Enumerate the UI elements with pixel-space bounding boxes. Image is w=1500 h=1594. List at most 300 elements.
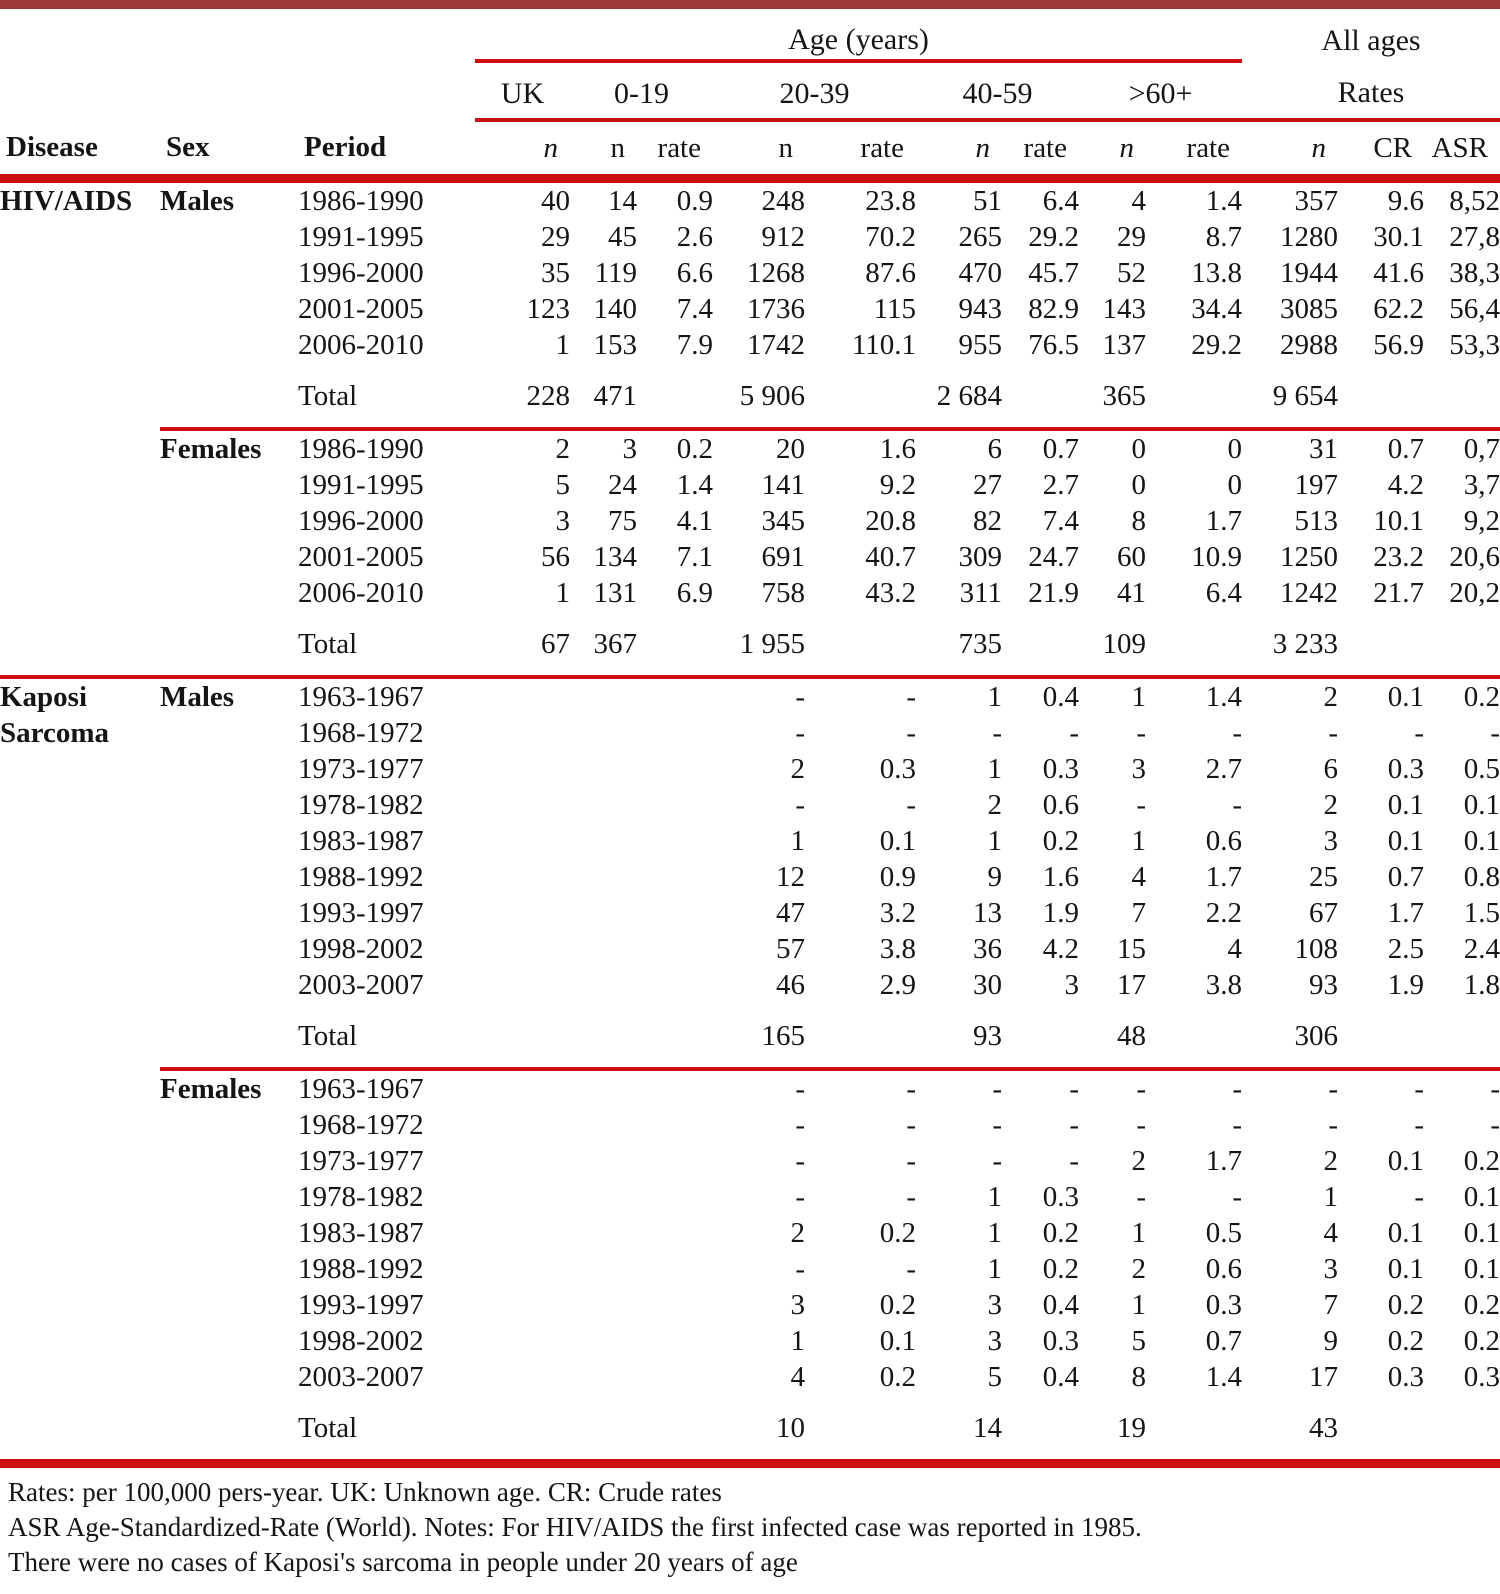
period-cell: 1988-1992 — [298, 1253, 424, 1285]
value-cell: 7 — [1323, 1289, 1338, 1321]
value-cell: 2 — [1323, 789, 1338, 821]
value-cell: 0.6 — [1042, 789, 1079, 821]
data-row — [0, 859, 1500, 895]
value-cell: - — [1069, 1109, 1079, 1141]
period-cell: 1993-1997 — [298, 897, 424, 929]
value-cell: 3 — [1064, 969, 1079, 1001]
value-cell: 2 — [1131, 1145, 1146, 1177]
column-label-rate-6: rate — [1002, 120, 1079, 179]
value-cell: 0.2 — [1387, 1325, 1424, 1357]
value-cell: 56.9 — [1373, 329, 1424, 361]
value-cell: 17 — [1117, 969, 1146, 1001]
total-value-cell: 228 — [526, 380, 570, 412]
sex-cell — [160, 967, 298, 1003]
value-cell: 43.2 — [865, 577, 916, 609]
value-cell: 0.4 — [1002, 677, 1079, 715]
value-cell — [637, 751, 713, 787]
value-cell — [475, 859, 570, 895]
value-cell: 6.6 — [676, 257, 713, 289]
value-cell: 110.1 — [851, 329, 916, 361]
value-cell: 0.2 — [1387, 1289, 1424, 1321]
sex-cell: Females — [160, 429, 298, 467]
value-cell: 24 — [608, 469, 637, 501]
value-cell: - — [1232, 1109, 1242, 1141]
value-cell: 13.8 — [1191, 257, 1242, 289]
value-cell: 70.2 — [865, 221, 916, 253]
total-value-cell: 471 — [593, 380, 637, 412]
value-cell — [637, 931, 713, 967]
value-cell — [570, 1287, 637, 1323]
disease-cell — [0, 1215, 160, 1251]
header-spacer — [0, 9, 475, 61]
value-cell: 758 — [761, 577, 805, 609]
disease-cell: HIV/AIDS — [0, 185, 133, 217]
value-cell: 0.3 — [1205, 1289, 1242, 1321]
value-cell — [637, 787, 713, 823]
value-cell: 357 — [1294, 185, 1338, 217]
band-label-2039: 20-39 — [713, 61, 916, 120]
value-cell: 1 — [1131, 1217, 1146, 1249]
period-cell: 1988-1992 — [298, 861, 424, 893]
period-cell: 2006-2010 — [298, 329, 424, 361]
value-cell — [475, 823, 570, 859]
value-cell: 36 — [973, 933, 1002, 965]
disease-cell — [0, 429, 160, 467]
value-cell: - — [1414, 1181, 1424, 1213]
value-cell: 248 — [761, 185, 805, 217]
value-cell: - — [1424, 1069, 1500, 1107]
value-cell: 87.6 — [865, 257, 916, 289]
value-cell: - — [1232, 789, 1242, 821]
value-cell — [637, 1323, 713, 1359]
band-label-60: >60+ — [1079, 61, 1242, 120]
value-cell: 1944 — [1280, 257, 1338, 289]
value-cell: 1.8 — [1463, 969, 1500, 1001]
value-cell: 0.2 — [1042, 1253, 1079, 1285]
value-cell: 143 — [1102, 293, 1146, 325]
sex-cell — [160, 575, 298, 611]
value-cell: 2.9 — [879, 969, 916, 1001]
value-cell: 0 — [1227, 469, 1242, 501]
total-value-cell: 365 — [1102, 380, 1146, 412]
value-cell: - — [1069, 1145, 1079, 1177]
value-cell: 1 — [987, 1217, 1002, 1249]
disease-cell — [0, 751, 160, 787]
period-cell: 1991-1995 — [298, 221, 424, 253]
value-cell: - — [992, 717, 1002, 749]
value-cell: 2 — [987, 789, 1002, 821]
value-cell: 3.2 — [879, 897, 916, 929]
value-cell: 197 — [1294, 469, 1338, 501]
sex-cell — [160, 1215, 298, 1251]
value-cell: 7.9 — [676, 329, 713, 361]
period-cell: 1986-1990 — [298, 429, 475, 467]
value-cell: - — [1069, 717, 1079, 749]
value-cell — [570, 751, 637, 787]
sex-cell — [160, 467, 298, 503]
value-cell: - — [906, 789, 916, 821]
value-cell: 1742 — [747, 329, 805, 361]
value-cell: 131 — [593, 577, 637, 609]
column-label-cr-10: CR — [1338, 120, 1424, 179]
sex-cell — [160, 895, 298, 931]
value-cell: 29 — [1117, 221, 1146, 253]
value-cell: 29.2 — [1028, 221, 1079, 253]
value-cell — [475, 1107, 570, 1143]
value-cell: 10.1 — [1373, 505, 1424, 537]
value-cell: 0.1 — [1387, 825, 1424, 857]
disease-cell — [0, 1395, 160, 1459]
value-cell: - — [906, 1145, 916, 1177]
total-value-cell: 67 — [541, 628, 570, 660]
value-cell: 3 — [987, 1325, 1002, 1357]
disease-cell — [0, 575, 160, 611]
value-cell: 25 — [1309, 861, 1338, 893]
value-cell: 3 — [1131, 753, 1146, 785]
value-cell — [570, 1359, 637, 1395]
value-cell — [475, 1287, 570, 1323]
sex-cell — [160, 1179, 298, 1215]
value-cell: 38,3 — [1449, 257, 1500, 289]
total-row — [0, 1395, 1500, 1459]
sex-cell — [160, 1287, 298, 1323]
value-cell: - — [713, 677, 805, 715]
value-cell: 1.4 — [1146, 677, 1242, 715]
sex-cell — [160, 931, 298, 967]
total-row — [0, 611, 1500, 677]
value-cell — [570, 823, 637, 859]
data-row — [0, 467, 1500, 503]
sex-cell — [160, 363, 298, 429]
value-cell — [570, 1215, 637, 1251]
value-cell: 1280 — [1280, 221, 1338, 253]
disease-cell — [0, 363, 160, 429]
value-cell: 1268 — [747, 257, 805, 289]
value-cell: 6 — [916, 429, 1002, 467]
period-cell: 1998-2002 — [298, 933, 424, 965]
sex-cell: Females — [160, 1069, 298, 1107]
data-row — [0, 895, 1500, 931]
cr-empty-cell — [1338, 363, 1424, 429]
value-cell: 7.4 — [676, 293, 713, 325]
total-label-cell: Total — [298, 1412, 358, 1444]
column-label-n-5: n — [916, 120, 1002, 179]
value-cell: - — [713, 1069, 805, 1107]
disease-cell — [0, 859, 160, 895]
sex-cell — [160, 1251, 298, 1287]
value-cell: - — [1002, 1069, 1079, 1107]
value-cell: - — [906, 1253, 916, 1285]
value-cell: 29.2 — [1191, 329, 1242, 361]
value-cell: 21.7 — [1373, 577, 1424, 609]
value-cell: 1.7 — [1387, 897, 1424, 929]
value-cell: 51 — [973, 185, 1002, 217]
column-label-rate-8: rate — [1146, 120, 1242, 179]
column-label-asr-11: ASR — [1424, 120, 1500, 179]
value-cell: 2 — [790, 1217, 805, 1249]
value-cell — [570, 1251, 637, 1287]
value-cell — [637, 967, 713, 1003]
value-cell — [475, 715, 570, 751]
value-cell — [570, 1179, 637, 1215]
value-cell — [637, 823, 713, 859]
period-cell: 1986-1990 — [298, 185, 424, 217]
header-spacer — [0, 61, 475, 120]
value-cell: 0.5 — [1205, 1217, 1242, 1249]
sex-cell — [160, 1359, 298, 1395]
value-cell: 10.9 — [1191, 541, 1242, 573]
column-label-rate-2: rate — [637, 120, 713, 179]
value-cell: 134 — [593, 541, 637, 573]
disease-cell — [0, 1251, 160, 1287]
incidence-table — [0, 9, 1500, 1459]
value-cell: 60 — [1117, 541, 1146, 573]
value-cell: 5 — [1131, 1325, 1146, 1357]
value-cell: 0.7 — [1338, 429, 1424, 467]
value-cell: 140 — [593, 293, 637, 325]
total-value-cell: 2 684 — [936, 380, 1002, 412]
value-cell: 0.3 — [1042, 753, 1079, 785]
value-cell: 2 — [790, 753, 805, 785]
value-cell: 4 — [790, 1361, 805, 1393]
value-cell: 2988 — [1280, 329, 1338, 361]
value-cell: 0.1 — [879, 825, 916, 857]
value-cell: - — [992, 1109, 1002, 1141]
data-row — [0, 823, 1500, 859]
value-cell: 7.1 — [676, 541, 713, 573]
total-row — [0, 1003, 1500, 1069]
value-cell: 0.2 — [1424, 677, 1500, 715]
value-cell: 8 — [1131, 505, 1146, 537]
data-row — [0, 1323, 1500, 1359]
column-label-disease: Disease — [0, 120, 160, 179]
value-cell: 3 — [570, 429, 637, 467]
value-cell: 56,4 — [1449, 293, 1500, 325]
value-cell: 8 — [1131, 1361, 1146, 1393]
sex-cell — [160, 1143, 298, 1179]
value-cell: 3 — [1323, 1253, 1338, 1285]
sex-cell — [160, 611, 298, 677]
value-cell: 29 — [541, 221, 570, 253]
value-cell — [475, 1323, 570, 1359]
table-body — [0, 179, 1500, 1460]
value-cell: 24.7 — [1028, 541, 1079, 573]
value-cell: 8,52 — [1449, 185, 1500, 217]
value-cell: 0.1 — [1338, 677, 1424, 715]
sex-cell: Males — [160, 185, 235, 217]
period-cell: 1973-1977 — [298, 1145, 424, 1177]
disease-cell — [0, 503, 160, 539]
value-cell: 123 — [526, 293, 570, 325]
value-cell: 2.4 — [1463, 933, 1500, 965]
value-cell: 0.2 — [879, 1289, 916, 1321]
value-cell — [637, 1179, 713, 1215]
value-cell: 8.7 — [1205, 221, 1242, 253]
value-cell: 311 — [959, 577, 1002, 609]
footnote-kaposi: There were no cases of Kaposi's sarcoma in people under 20 years of age — [8, 1547, 798, 1577]
value-cell: 2.7 — [1205, 753, 1242, 785]
total-value-cell: 9 654 — [1272, 380, 1338, 412]
value-cell: - — [805, 677, 916, 715]
value-cell: 9.6 — [1387, 185, 1424, 217]
data-row — [0, 255, 1500, 291]
value-cell: 137 — [1102, 329, 1146, 361]
sex-cell — [160, 751, 298, 787]
value-cell: 0.2 — [1463, 1145, 1500, 1177]
band-label-4059: 40-59 — [916, 61, 1079, 120]
total-value-cell — [475, 1003, 570, 1069]
value-cell: 30.1 — [1373, 221, 1424, 253]
value-cell: 0.8 — [1463, 861, 1500, 893]
value-cell: 153 — [593, 329, 637, 361]
sex-cell — [160, 1323, 298, 1359]
disease-cell — [0, 1107, 160, 1143]
value-cell: 1242 — [1280, 577, 1338, 609]
value-cell: 34.4 — [1191, 293, 1242, 325]
period-cell: 2003-2007 — [298, 969, 424, 1001]
value-cell: 0,7 — [1424, 429, 1500, 467]
value-cell: 2 — [1131, 1253, 1146, 1285]
total-value-cell: 735 — [958, 628, 1002, 660]
value-cell: 141 — [761, 469, 805, 501]
value-cell: 691 — [761, 541, 805, 573]
period-cell: 2006-2010 — [298, 577, 424, 609]
value-cell: 115 — [873, 293, 916, 325]
value-cell: - — [795, 1253, 805, 1285]
value-cell — [637, 1143, 713, 1179]
value-cell: 0.2 — [1463, 1289, 1500, 1321]
disease-cell — [0, 1287, 160, 1323]
disease-cell — [0, 611, 160, 677]
value-cell: 1.7 — [1205, 1145, 1242, 1177]
sex-cell — [160, 823, 298, 859]
value-cell — [570, 715, 637, 751]
value-cell: - — [795, 1109, 805, 1141]
value-cell: 0.6 — [1205, 825, 1242, 857]
value-cell: 2 — [1323, 1145, 1338, 1177]
value-cell: 9 — [1323, 1325, 1338, 1357]
disease-cell — [0, 787, 160, 823]
value-cell: 0.5 — [1463, 753, 1500, 785]
value-cell — [637, 859, 713, 895]
footnotes — [0, 1468, 1500, 1580]
value-cell: - — [992, 1145, 1002, 1177]
value-cell: 52 — [1117, 257, 1146, 289]
value-cell: - — [1136, 717, 1146, 749]
value-cell: 0.1 — [1463, 789, 1500, 821]
value-cell — [475, 1179, 570, 1215]
value-cell: - — [795, 717, 805, 749]
total-value-cell: 165 — [761, 1020, 805, 1052]
age-years-span-label: Age (years) — [475, 9, 1242, 61]
disease-cell — [0, 931, 160, 967]
value-cell: 45 — [608, 221, 637, 253]
value-cell: 345 — [761, 505, 805, 537]
value-cell: 955 — [958, 329, 1002, 361]
value-cell: 45.7 — [1028, 257, 1079, 289]
value-cell: - — [1136, 1109, 1146, 1141]
value-cell: 0.2 — [879, 1361, 916, 1393]
value-cell: 20.8 — [865, 505, 916, 537]
value-cell: 3 — [987, 1289, 1002, 1321]
data-row — [0, 787, 1500, 823]
data-row — [0, 429, 1500, 467]
value-cell: - — [906, 717, 916, 749]
value-cell: 75 — [608, 505, 637, 537]
value-cell — [570, 967, 637, 1003]
total-value-cell: 43 — [1309, 1412, 1338, 1444]
value-cell: 12 — [776, 861, 805, 893]
data-row — [0, 1251, 1500, 1287]
data-row — [0, 1069, 1500, 1107]
value-cell: 0.1 — [1463, 1181, 1500, 1213]
period-cell: 1973-1977 — [298, 753, 424, 785]
value-cell: 0.1 — [1387, 1253, 1424, 1285]
disease-cell — [0, 219, 160, 255]
value-cell: 76.5 — [1028, 329, 1079, 361]
total-value-cell: 93 — [973, 1020, 1002, 1052]
value-cell — [637, 1359, 713, 1395]
value-cell — [475, 787, 570, 823]
value-cell: 3 — [790, 1289, 805, 1321]
value-cell: 9 — [987, 861, 1002, 893]
value-cell: 9,2 — [1463, 505, 1500, 537]
value-cell: 265 — [958, 221, 1002, 253]
value-cell: - — [1232, 717, 1242, 749]
value-cell: 0.2 — [879, 1217, 916, 1249]
value-cell: 1.4 — [676, 469, 713, 501]
data-row — [0, 539, 1500, 575]
period-cell: 1968-1972 — [298, 717, 424, 749]
value-cell: - — [1136, 1181, 1146, 1213]
total-value-cell — [570, 1395, 637, 1459]
value-cell: 23.2 — [1373, 541, 1424, 573]
value-cell: 15 — [1117, 933, 1146, 965]
total-value-cell: 367 — [593, 628, 637, 660]
value-cell: 17 — [1309, 1361, 1338, 1393]
value-cell: 0.3 — [1463, 1361, 1500, 1393]
value-cell: 7.4 — [1042, 505, 1079, 537]
value-cell: 46 — [776, 969, 805, 1001]
value-cell: 0.1 — [1387, 1217, 1424, 1249]
value-cell — [475, 895, 570, 931]
column-label-n-1: n — [570, 120, 637, 179]
value-cell: 4.2 — [1042, 933, 1079, 965]
total-label-cell: Total — [298, 1020, 358, 1052]
value-cell: 0.1 — [1463, 1253, 1500, 1285]
value-cell: - — [805, 1069, 916, 1107]
value-cell — [570, 931, 637, 967]
value-cell: 20,6 — [1449, 541, 1500, 573]
value-cell: 20,2 — [1449, 577, 1500, 609]
sex-cell — [160, 1107, 298, 1143]
value-cell: 82 — [973, 505, 1002, 537]
data-row — [0, 931, 1500, 967]
value-cell: 1250 — [1280, 541, 1338, 573]
data-row — [0, 503, 1500, 539]
value-cell: 0 — [1131, 469, 1146, 501]
value-cell: 3 — [1323, 825, 1338, 857]
disease-cell — [0, 1143, 160, 1179]
value-cell: 3.8 — [1205, 969, 1242, 1001]
value-cell: 1.5 — [1463, 897, 1500, 929]
data-row — [0, 1287, 1500, 1323]
value-cell — [637, 715, 713, 751]
value-cell: 0.9 — [676, 185, 713, 217]
value-cell: 470 — [958, 257, 1002, 289]
value-cell: 23.8 — [865, 185, 916, 217]
all-ages-label: All ages — [1321, 24, 1421, 57]
